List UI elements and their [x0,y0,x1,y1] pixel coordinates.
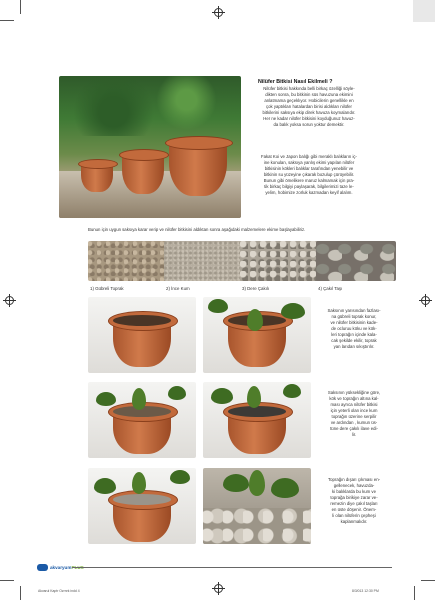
logo-main: akvaryum [50,565,72,570]
text-line: bitkisinin kökleri balıklar tarafından yenebilir ve [264,166,354,172]
article-title: Nilüfer Bitkisi Nasıl Ekilmeli ? [258,79,333,85]
material-label: 2) İnce Kum [166,286,190,291]
text-line: bitkinin su yüzeyine çıkarak bozulup çürüyebilir. [263,172,355,178]
text-line: na gübreli toprak konur, [331,314,377,320]
print-date: 8/3/013 12:30 PM [352,589,379,593]
text-line: toprağın üzerine serpilir [331,414,377,420]
registration-mark [214,584,223,593]
materials-intro: Bunun için uygun saksıya karar verip ve nilüfer bitkisini aldıktan sonra aşağıdaki malzemelere ekime başlayabiliriz. [88,227,306,232]
registration-mark [214,8,223,17]
step2-pot-sand-photo [88,382,196,458]
material-label: 4) Çakıl Taşı [318,286,343,291]
text-line: için yeterli olan ince kum [330,408,378,414]
step1-pot-plant-photo [203,297,311,373]
fine-sand-photo [164,241,244,281]
text-line: remezin diye çakıl taşları [330,501,378,507]
text-line: kaplanmalıdır. [340,519,368,525]
text-line: Toprağın dışarı çıkması en- [327,477,381,482]
step3-plant-closeup-photo [203,468,311,544]
crop-mark [414,586,415,600]
river-gravel-photo [240,241,320,281]
crop-mark [0,580,14,581]
step3-text [315,477,393,525]
text-line: tüne dere çakılı ilave edi- [330,426,378,432]
text-line: tik birkaç bilgiyi paylaşarak, bilgilerimizi taze le- [264,184,354,190]
corner-tab [413,0,435,22]
crop-mark [20,0,21,14]
text-line: dikten sonra, bu bitkinin süs havuzuna ekimini [265,92,353,98]
text-line: li olan nilüferin çepheşi [332,513,376,519]
intro-paragraph [244,86,374,128]
text-line: Fakat Koi ve Japon balığı gibi meraklı balıkların iç- [260,154,357,159]
step1-pot-empty-photo [88,297,196,373]
text-line: ine konulan, saksıya yanlış ekimi yapılan nilüfer [263,160,355,166]
text-line: ması ayrıca nilüfer bitkisi [330,402,378,408]
text-line: bitkilerini saksıya ekip direk havuza koymalarıdır. [262,110,356,116]
text-line: cak şekilde ekilir, toprak [331,338,377,344]
text-line: yelim, hobimize zorluk kazmadan keyif alalım. [265,190,353,196]
text-line: da balık yoksa sorun yoktur demektir. [273,122,345,128]
text-line: lir. [351,432,357,438]
crop-mark [0,20,14,21]
material-label: 1) Gübreli Toprak [90,286,124,291]
text-line: ve ardından , kumun üs- [330,420,378,426]
text-line: gellenecek, havuzda- [333,483,375,489]
step2-pot-gravel-photo [203,382,311,458]
registration-mark [421,296,430,305]
text-line: kök ve toprağın altına kal- [329,396,379,402]
registration-mark [5,296,14,305]
file-slug: Akvarul Kaptr Ozrnrk indd 4 [38,589,80,593]
text-line: çok yaptıkları hatalardan birisi aldıkları nilüfer [266,104,352,110]
logo-icon [37,564,48,571]
step2-text [315,390,393,438]
text-line: de ocluruu köku ve kök- [331,326,377,332]
text-line: Saksının yüksekliğine göre, [327,390,381,395]
crop-mark [421,580,435,581]
crop-mark [20,586,21,600]
text-line: yan larıdan sıkıştırılır. [333,344,375,350]
text-line: anlatmama geçeklıyor. Hobicilerin genellikle en [264,98,354,104]
step3-pot-stones-photo [88,468,196,544]
text-line: ve nilüfer bitkisinin kade- [330,320,378,326]
text-line: ki balıklarda bu kum ve [332,489,376,495]
text-line: toprağa birikiye zarar ve- [330,495,378,501]
second-paragraph [244,154,374,196]
text-line: en üste döşenir. Önem- [331,507,377,513]
text-line: Her ne kadar nilüfer bitkisini koyduğunuz havuz- [263,116,355,122]
text-line: Nilüfer bitkisi hakkında belli birkaç özelliği söyle- [263,86,355,91]
material-label: 3) Dere Çakılı [242,286,270,291]
text-line: Saksının yarısından fazlası- [327,308,381,313]
gravel-stone-photo [316,241,396,281]
pond-pots-photo [59,76,241,218]
step1-text [315,308,393,350]
fertilized-soil-photo [88,241,168,281]
text-line: Bunun gibi ömelikere maruz kalmamak için pra- [263,178,355,184]
text-line: leri toprağın içinde kala- [331,332,377,338]
footer-divider [72,567,392,568]
